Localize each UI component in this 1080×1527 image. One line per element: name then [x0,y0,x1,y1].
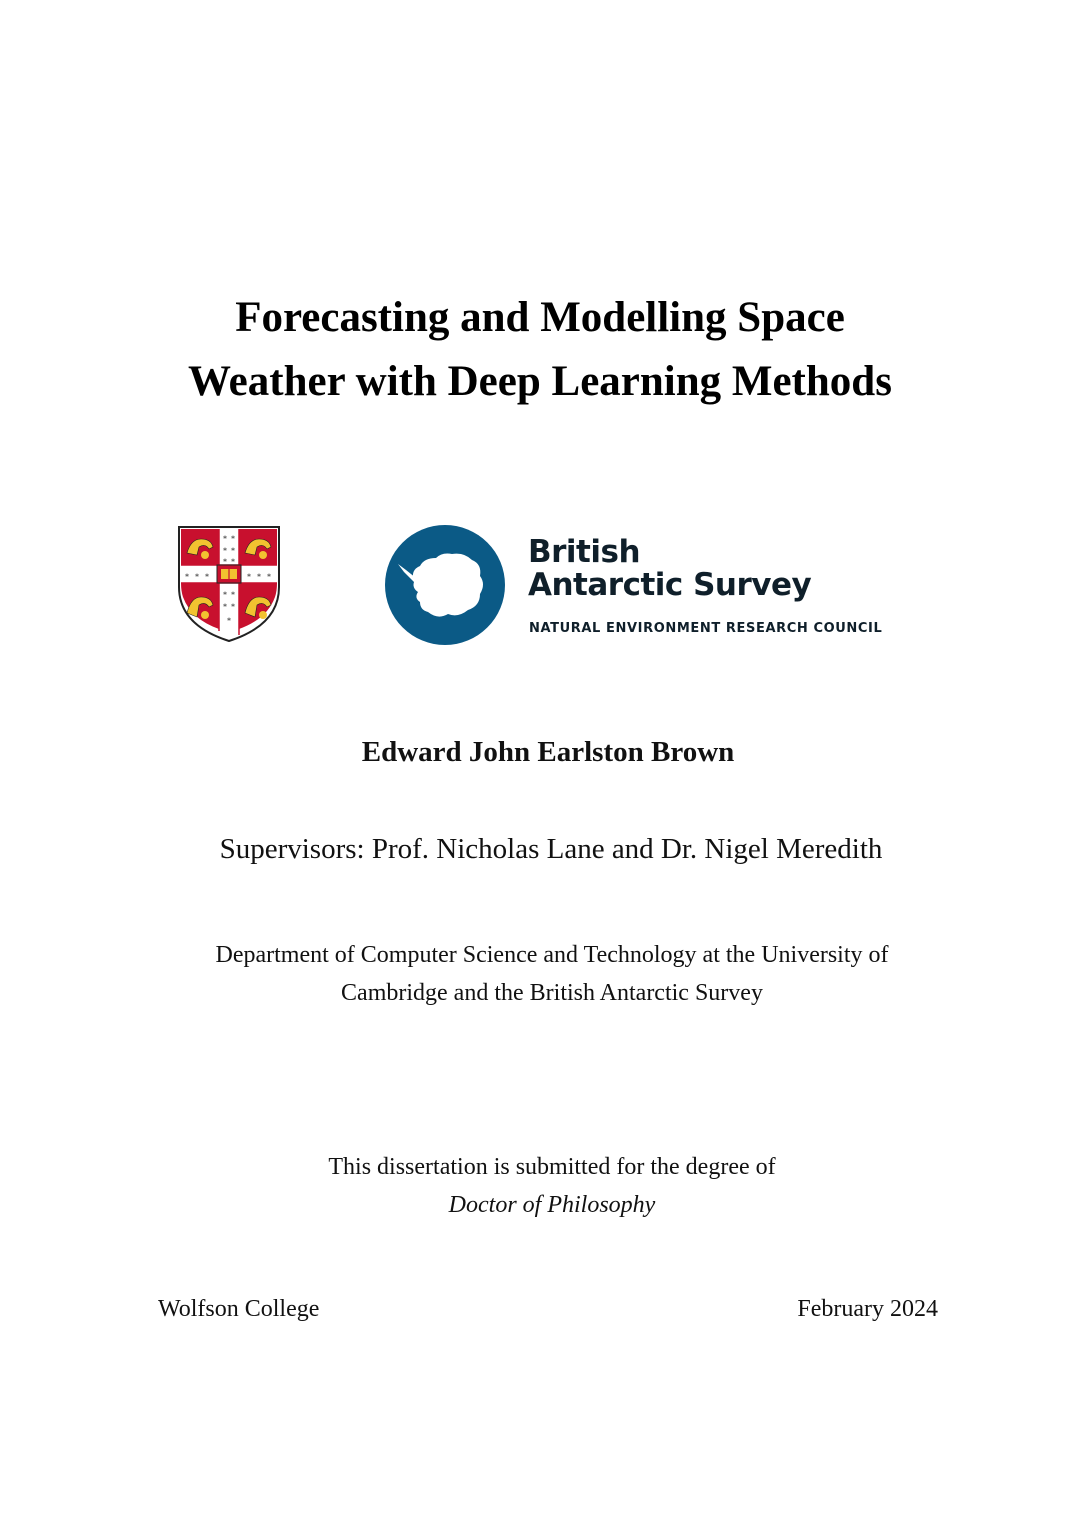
author-name: Edward John Earlston Brown [361,736,735,768]
svg-text:⁎: ⁎ [267,570,271,579]
bas-wordmark [528,536,811,602]
degree-name: Doctor of Philosophy [448,1192,656,1218]
department-line-2: Cambridge and the British Antarctic Survey [341,980,763,1006]
svg-text:⁎: ⁎ [223,588,227,597]
antarctica-globe-icon [384,524,506,646]
supervisors-line: Supervisors: Prof. Nicholas Lane and Dr. Nigel Meredith [219,833,883,865]
svg-text:⁎: ⁎ [231,544,235,553]
svg-text:⁎: ⁎ [231,532,235,541]
svg-text:⁎: ⁎ [247,570,251,579]
svg-text:⁎: ⁎ [195,570,199,579]
title-line-1: Forecasting and Modelling Space [235,294,845,341]
submission-date: February 2024 [797,1296,938,1322]
svg-text:⁎: ⁎ [223,600,227,609]
title-line-2: Weather with Deep Learning Methods [188,358,892,405]
svg-text:⁎: ⁎ [223,532,227,541]
svg-text:⁎: ⁎ [223,544,227,553]
submission-statement: This dissertation is submitted for the degree of [328,1154,776,1180]
svg-text:⁎: ⁎ [205,570,209,579]
college-name: Wolfson College [158,1296,320,1322]
svg-text:⁎: ⁎ [231,588,235,597]
svg-text:⁎: ⁎ [185,570,189,579]
department-affiliation [150,936,954,1012]
bas-council-label: NATURAL ENVIRONMENT RESEARCH COUNCIL [529,621,883,636]
svg-text:⁎: ⁎ [227,614,231,623]
thesis-title [90,286,990,414]
bas-name-line-1: British [528,534,641,570]
svg-text:⁎: ⁎ [223,555,227,564]
department-line-1: Department of Computer Science and Technology at the University of [215,942,889,968]
svg-text:⁎: ⁎ [231,600,235,609]
svg-text:⁎: ⁎ [257,570,261,579]
university-crest-icon [177,525,281,643]
logo-row [0,520,1080,650]
svg-text:⁎: ⁎ [231,555,235,564]
bas-name-line-2: Antarctic Survey [528,567,812,603]
